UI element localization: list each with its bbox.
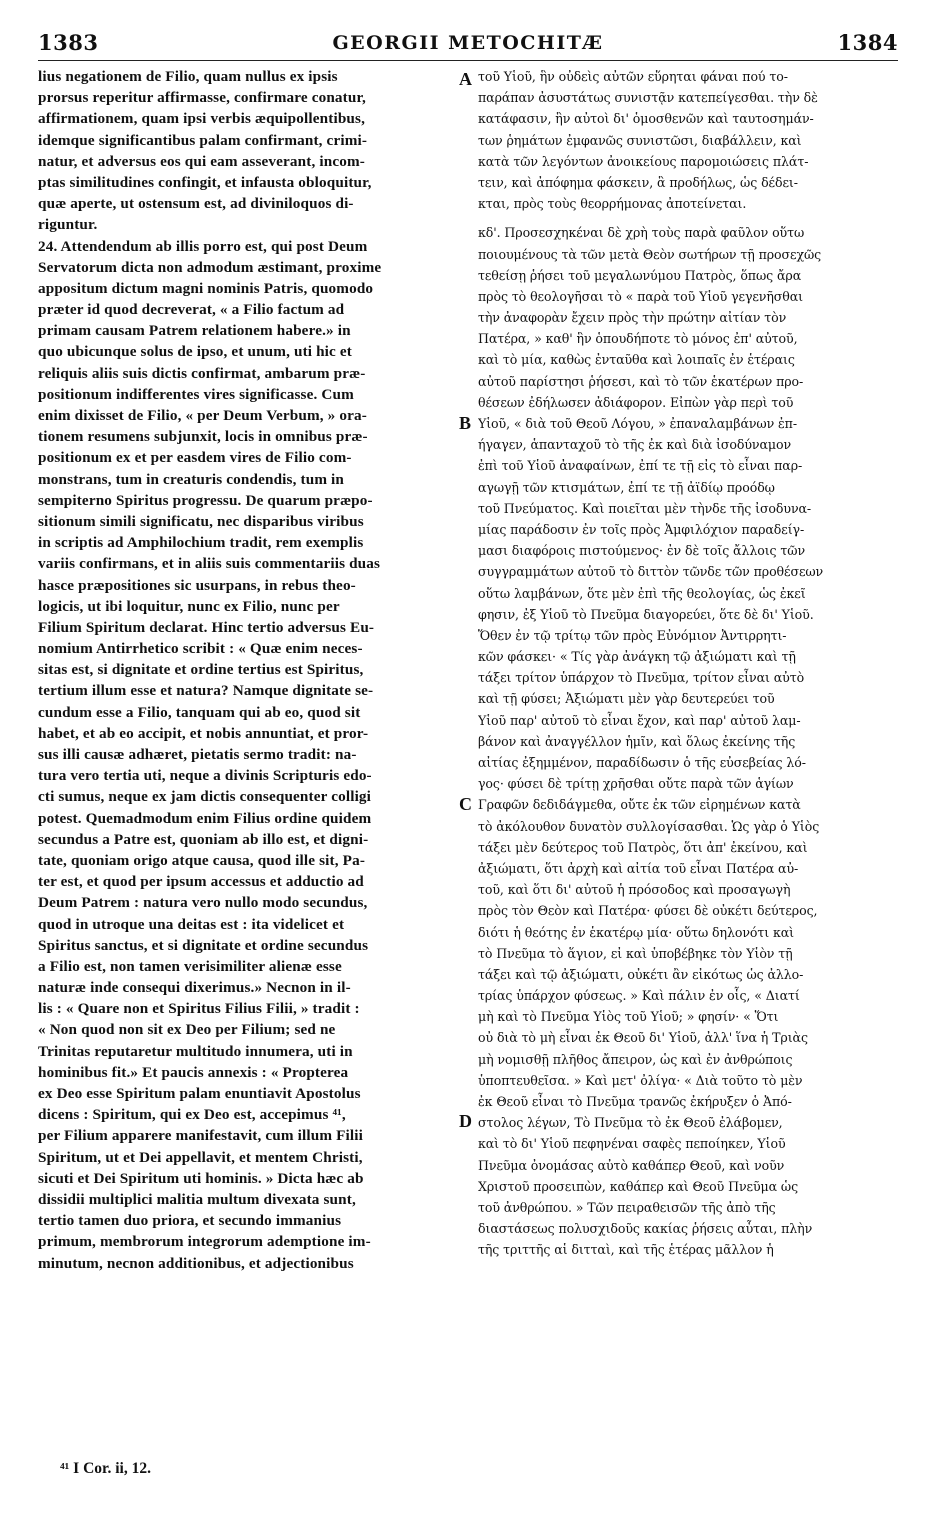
latin-text-line: reliquis aliis suis dictis confirmat, ambarum præ- (38, 364, 366, 382)
latin-text-line: logicis, ut ibi loquitur, nunc ex Filio, nunc per (38, 597, 340, 615)
latin-text-line: positionum indifferentes vires significasse. Cum (38, 385, 354, 403)
greek-text-line: αἰτίας ἐξημμένον, παραδίδωσιν ὁ τῆς εὐσεβείας λό- (478, 755, 806, 770)
greek-text-line: παράπαν ἀσυστάτως συνιστᾷν κατεπείγεσθαι. τὴν δὲ (478, 90, 818, 106)
greek-text-line: πρὸς τὸν Θεὸν καὶ Πατέρα· φύσει δὲ οὐκέτι δεύτερος, (478, 903, 818, 919)
latin-text-line: ptas similitudines confingit, et infausta obloquitur, (38, 173, 372, 191)
greek-text-line: στολος λέγων, Τὸ Πνεῦμα τὸ ἐκ Θεοῦ ἐλάβομεν, (478, 1115, 783, 1131)
greek-text-line: τάξει καὶ τῷ ἀξιώματι, οὐκέτι ἂν εἰκότως ὡς ἀλλο- (478, 966, 804, 982)
greek-text-line: τὸ Πνεῦμα τὸ ἅγιον, εἰ καὶ ὑποβέβηκε τὸν Υἱὸν τῇ (478, 945, 793, 961)
latin-text-line: sempiterno Spiritus progressu. De quarum præpo- (38, 491, 373, 509)
latin-text-line: cti sumus, neque ex jam dictis consequenter colligi (38, 788, 372, 806)
greek-text-line: καὶ τὸ μία, καθὼς ἐνταῦθα καὶ λοιπαῖς ἐν ἑτέραις (478, 352, 795, 368)
latin-text-line: tertio tamen duo priora, et secundo immanius (38, 1212, 342, 1230)
latin-text-line: dissidii multiplici malitia multum divexata sunt, (38, 1190, 356, 1208)
greek-text-line: Πατέρα, » καθ' ἣν ὁπουδήποτε τὸ μόνος ἐπ' αὐτοῦ, (478, 331, 798, 347)
latin-text-line: per Filium apparere manifestavit, cum illum Filii (38, 1127, 364, 1145)
greek-text-line: ποιουμένους τὰ τῶν μετὰ Θεὸν σωτήρων τῇ προσεχῶς (478, 246, 822, 262)
latin-text-line: Spiritus sanctus, et si dignitate et ordine secundus (38, 936, 369, 954)
greek-text-line: τοῦ Υἱοῦ, ἣν οὐδεὶς αὐτῶν εὕρηται φάναι πού το- (478, 69, 788, 84)
greek-text-line: Γραφῶν δεδιδάγμεθα, οὔτε ἐκ τῶν εἰρημένων κατὰ (478, 797, 801, 813)
greek-text-line: τάξει τρίτον ὑπάρχον τὸ Πνεῦμα, τρίτον εἶναι αὐτὸ (478, 670, 805, 686)
latin-text-line: positionum ex et per easdem vires de Filio com- (38, 449, 352, 467)
margin-marker-b: B (459, 413, 472, 433)
header-rule (38, 60, 898, 61)
greek-text-line: διαστάσεως πολυσχιδοῦς κακίας ῥήσεις αὗται, πλὴν (478, 1221, 813, 1237)
latin-text-line: natur, et adversus eos qui eam asseverant, incom- (38, 152, 365, 170)
running-title: GEORGII METOCHITÆ (332, 32, 604, 54)
greek-column (478, 66, 900, 1261)
latin-text-line: ter est, et quod per ipsum accessus et adductio ad (38, 873, 364, 891)
latin-text-line: ex Deo esse Spiritum palam enuntiavit Apostolus (38, 1085, 361, 1102)
margin-marker-d: D (459, 1111, 472, 1131)
latin-text-line: prorsus reperitur affirmasse, confirmare conatur, (38, 89, 366, 107)
greek-text-line: αγωγῇ τῶν κτισμάτων, ἐπί τε τῇ ἀϊδίῳ προόδῳ (478, 479, 775, 495)
footnote: ⁴¹ I Cor. ii, 12. (60, 1460, 151, 1477)
greek-text-line: κατάφασιν, ἣν αὐτοὶ δι' ὁμοσθενῶν καὶ ταυτοσημάν- (478, 111, 814, 127)
greek-text-line: τεθείσῃ ῥήσει τοῦ μεγαλωνύμου Πατρὸς, ὅπως ἄρα (478, 267, 802, 283)
latin-text-line: tura vero tertia uti, neque a divinis Scripturis edo- (38, 767, 372, 785)
latin-text-line: affirmationem, quam ipsi verbis æquipollentibus, (38, 110, 366, 128)
latin-text-line: hasce præpositiones sic usurpans, in rebus theo- (38, 576, 356, 594)
greek-text-line: τοῦ Πνεύματος. Καὶ ποιεῖται μὲν τὴνδε τῆς ἰσοδυνα- (478, 500, 812, 516)
latin-text-line: 24. Attendendum ab illis porro est, qui post Deum (38, 237, 368, 255)
greek-text-line: κῶν φάσκει· « Τίς γὰρ ἀνάγκη τῷ ἀξιώματι καὶ τῇ (478, 649, 796, 665)
latin-text-line: Spiritum, ut et Dei appellavit, et mentem Christi, (38, 1148, 363, 1166)
greek-text-line: κατὰ τῶν λεγόντων ἀνοικείους παρομοιώσεις πλάτ- (478, 153, 809, 169)
latin-text-line: habet, et ab eo accipit, et nobis annuntiat, et pror- (38, 724, 369, 742)
latin-text-line: sitionum simili significatu, nec disparibus viribus (38, 512, 364, 530)
latin-text-line: sus illi causæ adhæret, pietatis sermo tradit: na- (38, 746, 357, 763)
greek-text-line: φησιν, ἐξ Υἱοῦ τὸ Πνεῦμα διαγορεύει, ὅτε δὲ δι' Υἱοῦ. (478, 606, 814, 622)
latin-text-line: Servatorum dicta non admodum æstimant, proxime (38, 258, 382, 276)
latin-text-line: idemque significantibus palam confirmant, crimi- (38, 131, 368, 149)
page-header (38, 30, 898, 60)
latin-text-line: sitas est, si dignitate et ordine tertius est Spiritus, (38, 661, 364, 679)
greek-text-line: Υἱοῦ, « διὰ τοῦ Θεοῦ Λόγου, » ἐπαναλαμβάνων ἐπ- (478, 416, 798, 431)
latin-text-line: lius negationem de Filio, quam nullus ex ipsis (38, 68, 338, 85)
latin-text-line: lis : « Quare non et Spiritus Filius Filii, » tradit : (38, 1000, 360, 1018)
latin-text-line: quo ubicunque solus de ipso, et unum, uti hic et (38, 343, 352, 361)
greek-text-line: Πνεῦμα ὀνομάσας αὐτὸ καθάπερ Θεοῦ, καὶ νοῦν (478, 1157, 785, 1173)
latin-text-line: quæ aperte, ut ostensum est, ad diviniloquos di- (38, 195, 354, 213)
greek-text-line: τῆς τριττῆς αἱ διτταὶ, καὶ τῆς ἑτέρας μᾶλλον ἡ (478, 1242, 774, 1258)
greek-text-line: θέσεων ἐδήλωσεν ἀδιάφορον. Εἰπὼν γὰρ περὶ τοῦ (478, 394, 794, 410)
margin-marker-a: A (459, 69, 472, 89)
right-page-number: 1384 (837, 30, 898, 55)
latin-text-line: nomium Antirrhetico scribit : « Quæ enim neces- (38, 640, 363, 658)
greek-text-line: Υἱοῦ παρ' αὐτοῦ τὸ εἶναι ἔχον, καὶ παρ' αὐτοῦ λαμ- (478, 712, 801, 728)
latin-text-line: potest. Quemadmodum enim Filius ordine quidem (38, 809, 372, 827)
latin-text-line: præter id quod decreverat, « a Filio factum ad (38, 301, 345, 319)
greek-text-line: ἐπὶ τοῦ Υἱοῦ ἀναφαίνων, ἐπί τε τῇ εἰς τὸ εἶναι παρ- (478, 458, 803, 474)
latin-text-line: minutum, necnon additionibus, et adjectionibus (38, 1254, 354, 1272)
latin-text-line: tionem resumens subjunxit, locis in omnibus præ- (38, 428, 368, 446)
latin-column (38, 66, 456, 1274)
greek-text-line: μὴ νομισθῇ πλῆθος ἄπειρον, ὡς καὶ ἐν ἀνθρώποις (478, 1051, 793, 1067)
latin-text-line: primam causam Patrem relationem habere.» in (38, 322, 351, 340)
greek-text-line: οὐ διὰ τὸ μὴ εἶναι ἐκ Θεοῦ δι' Υἱοῦ, ἀλλ' ἵνα ἡ Τριὰς (478, 1030, 808, 1046)
greek-text-line: τὴν ἀναφορὰν ἔχειν πρὸς τὴν πρώτην αἰτίαν τὸν (478, 310, 787, 326)
greek-text-line (478, 214, 900, 222)
latin-text-line: in scriptis ad Amphilochium tradit, rem exemplis (38, 534, 364, 552)
greek-text-line: τρίας ὑπάρχον φύσεως. » Καὶ πάλιν ἐν οἷς, « Διατί (478, 988, 800, 1004)
latin-text-line: cundum esse a Filio, tanquam qui ab eo, quod sit (38, 703, 361, 721)
greek-text-line: καὶ τὸ δι' Υἱοῦ πεφηνέναι σαφὲς πεποίηκεν, Υἱοῦ (478, 1136, 786, 1152)
latin-text-line: hominibus fit.» Et paucis annexis : « Propterea (38, 1063, 349, 1081)
latin-text-line: appositum dictum magni nominis Patris, quomodo (38, 279, 374, 297)
greek-text-line: ήγαγεν, ἁπανταχοῦ τὸ τῆς ἐκ καὶ διὰ ἰσοδύναμον (478, 437, 792, 453)
greek-text-line: κται, πρὸς τοὺς θεορρήμονας ἀποτείνεται. (478, 196, 747, 212)
latin-text-line: variis confirmans, et in aliis suis commentariis duas (38, 555, 381, 573)
latin-text-line: riguntur. (38, 216, 98, 234)
left-page-number: 1383 (38, 30, 99, 55)
greek-text-line: Ὅθεν ἐν τῷ τρίτῳ τῶν πρὸς Εὐνόμιον Ἀντιρρητι- (478, 627, 787, 643)
greek-text-line: πρὸς τὸ θεολογῆσαι τὸ « παρὰ τοῦ Υἱοῦ γεγενῆσθαι (478, 288, 804, 304)
greek-text-line: τειν, καὶ ἀπόφημα φάσκειν, ἃ προδήλως, ὡς δέδει- (478, 174, 798, 190)
latin-text-line: Deum Patrem : natura vero nullo modo secundus, (38, 894, 368, 912)
latin-text-line: sicuti et Dei Spiritum uti hominis. » Dicta hæc ab (38, 1169, 364, 1187)
greek-text-line: Χριστοῦ προσειπὼν, καθάπερ καὶ Θεοῦ Πνεῦμα ὡς (478, 1178, 799, 1194)
latin-text-line: tate, quoniam origo atque causa, quod ille sit, Pa- (38, 851, 366, 869)
latin-text-line: naturæ inde consequi dixerimus.» Necnon in il- (38, 979, 351, 997)
greek-text-line: τοῦ ἀνθρώπου. » Τῶν πειραθεισῶν τῆς ἀπὸ τῆς (478, 1199, 776, 1215)
greek-text-line: τὸ ἀκόλουθον δυνατὸν συλλογίσασθαι. Ὡς γὰρ ὁ Υἱὸς (478, 818, 820, 834)
latin-text-line: tertium illum esse et natura? Namque dignitate se- (38, 682, 374, 700)
latin-text-line: Trinitas reputaretur multitudo innumera, uti in (38, 1042, 353, 1060)
latin-text-line: a Filio est, non tamen verisimiliter alienæ esse (38, 957, 342, 975)
greek-text-line: γος· φύσει δὲ τρίτῃ χρῆσθαι οὔτε παρὰ τῶν ἁγίων (478, 776, 794, 792)
greek-text-line: κδ'. Προσεσχηκέναι δὲ χρὴ τοὺς παρὰ φαῦλον οὕτω (478, 225, 805, 241)
greek-text-line: τάξει μὲν δεύτερος τοῦ Πατρὸς, ὅτι ἀπ' ἐκείνου, καὶ (478, 839, 808, 855)
greek-text-line: οὕτω λαμβάνων, ὅτε μὲν ἐπὶ τῆς θεολογίας, ὡς ἐκεῖ (478, 585, 806, 601)
greek-text-line: μὴ καὶ τὸ Πνεῦμα Υἱὸς τοῦ Υἱοῦ; » φησίν· « Ὅτι (478, 1009, 779, 1025)
greek-text-line: ὑποπτευθεῖσα. » Καὶ μετ' ὀλίγα· « Διὰ τοῦτο τὸ μὲν (478, 1072, 803, 1088)
greek-text-line: των ῥημάτων ἐμφανῶς συνιστῶσι, διαβάλλειν, καὶ (478, 132, 802, 148)
greek-text-line: ἀξιώματι, ὅτι ἀρχὴ καὶ αἰτία τοῦ εἶναι Πατέρα αὐ- (478, 860, 799, 876)
greek-text-line: τοῦ, καὶ ὅτι δι' αὐτοῦ ἡ πρόσοδος καὶ προσαγωγὴ (478, 882, 791, 898)
greek-text-line: καὶ τῇ φύσει; Ἀξιώματι μὲν γὰρ δευτερεύει τοῦ (478, 691, 775, 707)
latin-text-line: secundus a Patre est, quoniam ab illo est, et digni- (38, 830, 369, 848)
greek-text-line: διότι ἡ θεότης ἐν ἑκατέρῳ μία· οὕτω δηλονότι καὶ (478, 924, 794, 940)
latin-text-line: primum, membrorum integrorum ademptione im- (38, 1233, 371, 1251)
greek-text-line: μασι διαφόροις πιστούμενος· ἐν δὲ τοῖς ἄλλοις τῶν (478, 543, 805, 559)
greek-text-line: ἐκ Θεοῦ εἶναι τὸ Πνεῦμα τρανῶς ἐκήρυξεν ὁ Ἀπό- (478, 1094, 792, 1109)
greek-text-line: συγγραμμάτων αὐτοῦ τὸ διττὸν τῶνδε τῶν προθέσεων (478, 564, 824, 580)
greek-text-line: αὐτοῦ παρίστησι ῥήσεσι, καὶ τὸ τῶν ἑκατέρων προ- (478, 373, 804, 389)
latin-text-line: dicens : Spiritum, qui ex Deo est, accepimus ⁴¹, (38, 1106, 346, 1124)
latin-text-line: Filium Spiritum declarat. Hinc tertio adversus Eu- (38, 618, 375, 636)
greek-text-line: βάνον καὶ ἀναγγέλλον ἡμῖν, καὶ ὅλως ἐκείνης τῆς (478, 733, 796, 749)
latin-text-line: monstrans, tum in creaturis condendis, tum in (38, 470, 345, 488)
greek-text-line: μίας παράδοσιν ἐν τοῖς πρὸς Ἀμφιλόχιον παραδείγ- (478, 521, 805, 537)
margin-marker-c: C (459, 794, 472, 814)
latin-text-line: « Non quod non sit ex Deo per Filium; sed ne (38, 1021, 336, 1039)
latin-text-line: enim dixisset de Filio, « per Deum Verbum, » ora- (38, 407, 367, 424)
latin-text-line: quod in utroque una deitas est : ita videlicet et (38, 915, 345, 933)
